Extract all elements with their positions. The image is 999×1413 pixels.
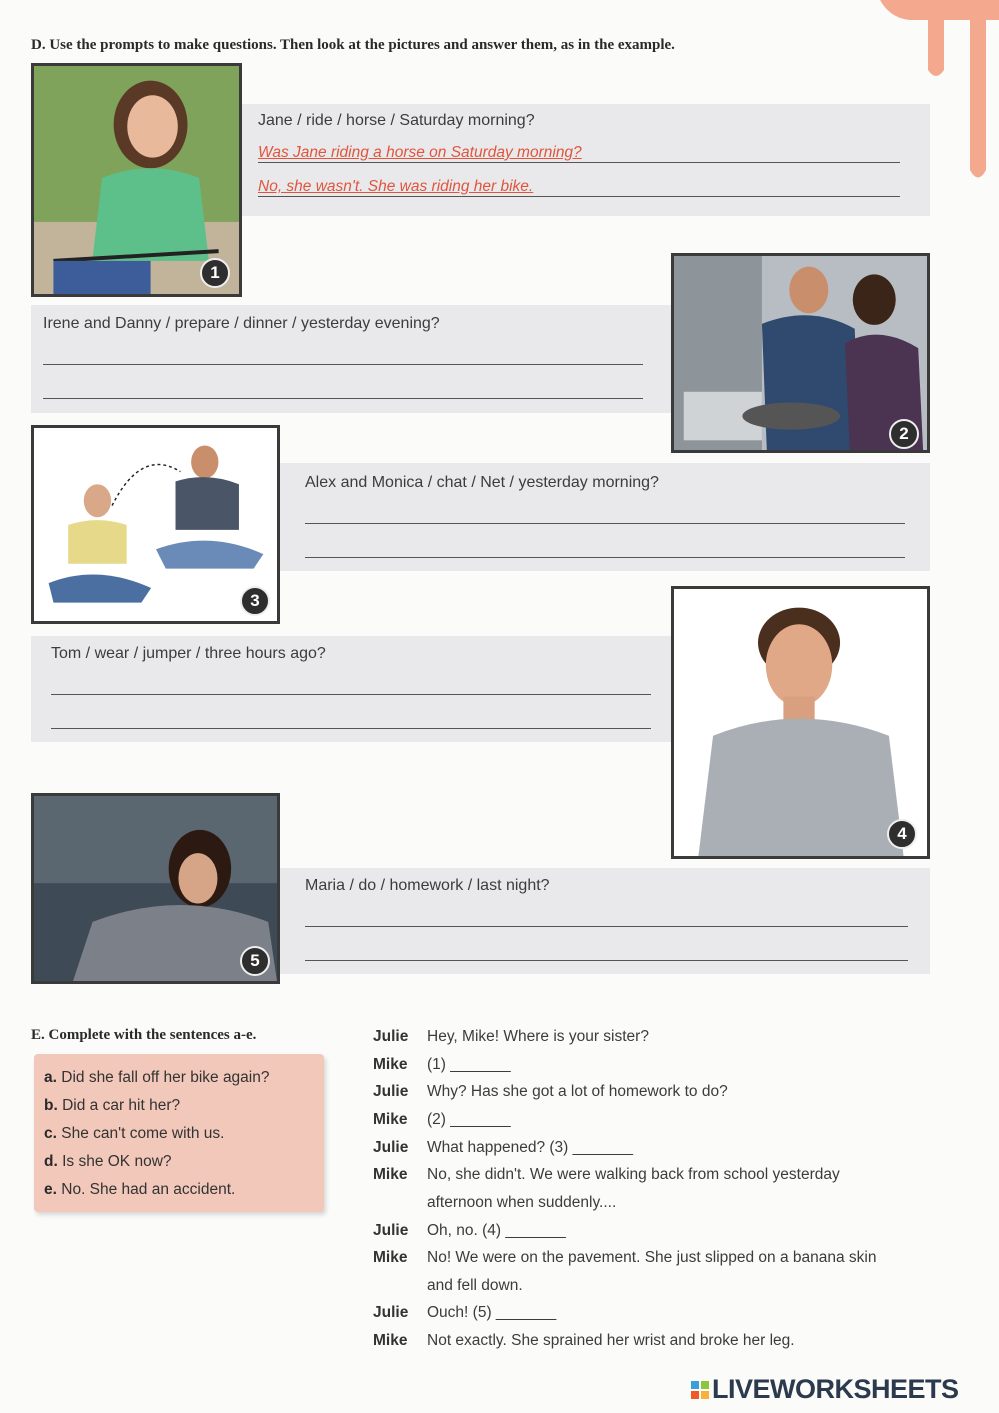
- speaker-label: Mike: [373, 1056, 408, 1073]
- picture-number-badge: 5: [240, 946, 270, 976]
- answer-line: [258, 196, 900, 197]
- answer-line: [305, 557, 905, 558]
- dialogue-line-blank-3[interactable]: What happened? (3) _______: [427, 1139, 633, 1156]
- photo-teens-on-phone: [31, 425, 280, 624]
- speaker-label: Julie: [373, 1083, 409, 1100]
- speaker-label: Mike: [373, 1111, 408, 1128]
- picture-number-badge: 2: [889, 419, 919, 449]
- photo-girl-on-bike: [31, 63, 242, 297]
- prompt-3: Alex and Monica / chat / Net / yesterday morning?: [305, 474, 659, 491]
- answer-line: [305, 523, 905, 524]
- option-a: a. Did she fall off her bike again?: [44, 1069, 270, 1086]
- dialogue-line-continued: and fell down.: [427, 1277, 523, 1294]
- option-e: e. No. She had an accident.: [44, 1181, 236, 1198]
- liveworksheets-logo[interactable]: [690, 1374, 959, 1405]
- answer-line: [258, 162, 900, 163]
- answer-line: [305, 926, 908, 927]
- dialogue-line-blank-2[interactable]: (2) _______: [427, 1111, 511, 1128]
- prompt-5: Maria / do / homework / last night?: [305, 877, 550, 894]
- option-b: b. Did a car hit her?: [44, 1097, 181, 1114]
- options-box: [34, 1054, 324, 1212]
- dialogue-line: Not exactly. She sprained her wrist and broke her leg.: [427, 1332, 795, 1349]
- speaker-label: Mike: [373, 1332, 408, 1349]
- answer-line: [43, 398, 643, 399]
- answer-line: [43, 364, 643, 365]
- speaker-label: Julie: [373, 1028, 409, 1045]
- dialogue-line-blank-4[interactable]: Oh, no. (4) _______: [427, 1222, 566, 1239]
- dialogue-line: No, she didn't. We were walking back from school yesterday: [427, 1166, 840, 1183]
- dialogue-line: Why? Has she got a lot of homework to do?: [427, 1083, 728, 1100]
- dialogue-line: No! We were on the pavement. She just slipped on a banana skin: [427, 1249, 877, 1266]
- photo-girl-doing-homework: [31, 793, 280, 984]
- option-d: d. Is she OK now?: [44, 1153, 172, 1170]
- prompt-2: Irene and Danny / prepare / dinner / yesterday evening?: [43, 315, 440, 332]
- dialogue-line-continued: afternoon when suddenly....: [427, 1194, 617, 1211]
- speaker-label: Julie: [373, 1222, 409, 1239]
- option-c: c. She can't come with us.: [44, 1125, 225, 1142]
- speaker-label: Mike: [373, 1249, 408, 1266]
- example-answer-question: Was Jane riding a horse on Saturday morning?: [258, 144, 582, 161]
- speaker-label: Julie: [373, 1304, 409, 1321]
- answer-line: [51, 694, 651, 695]
- section-e-heading: E. Complete with the sentences a-e.: [31, 1027, 257, 1043]
- logo-mark-icon: [690, 1380, 712, 1400]
- answer-line: [51, 728, 651, 729]
- speaker-label: Mike: [373, 1166, 408, 1183]
- photo-couple-cooking: [671, 253, 930, 453]
- dialogue-line-blank-1[interactable]: (1) _______: [427, 1056, 511, 1073]
- dialogue-line-blank-5[interactable]: Ouch! (5) _______: [427, 1304, 557, 1321]
- prompt-1: Jane / ride / horse / Saturday morning?: [258, 112, 535, 129]
- photo-boy-in-tshirt: [671, 586, 930, 859]
- speaker-label: Julie: [373, 1139, 409, 1156]
- logo-text: LIVEWORKSHEETS: [712, 1374, 959, 1404]
- answer-line: [305, 960, 908, 961]
- section-d-heading: D. Use the prompts to make questions. Then look at the pictures and answer them, as in the example.: [31, 37, 675, 53]
- picture-number-badge: 4: [887, 819, 917, 849]
- example-answer-reply: No, she wasn't. She was riding her bike.: [258, 178, 534, 195]
- picture-number-badge: 3: [240, 586, 270, 616]
- prompt-4: Tom / wear / jumper / three hours ago?: [51, 645, 326, 662]
- dialogue-line: Hey, Mike! Where is your sister?: [427, 1028, 649, 1045]
- picture-number-badge: 1: [200, 258, 230, 288]
